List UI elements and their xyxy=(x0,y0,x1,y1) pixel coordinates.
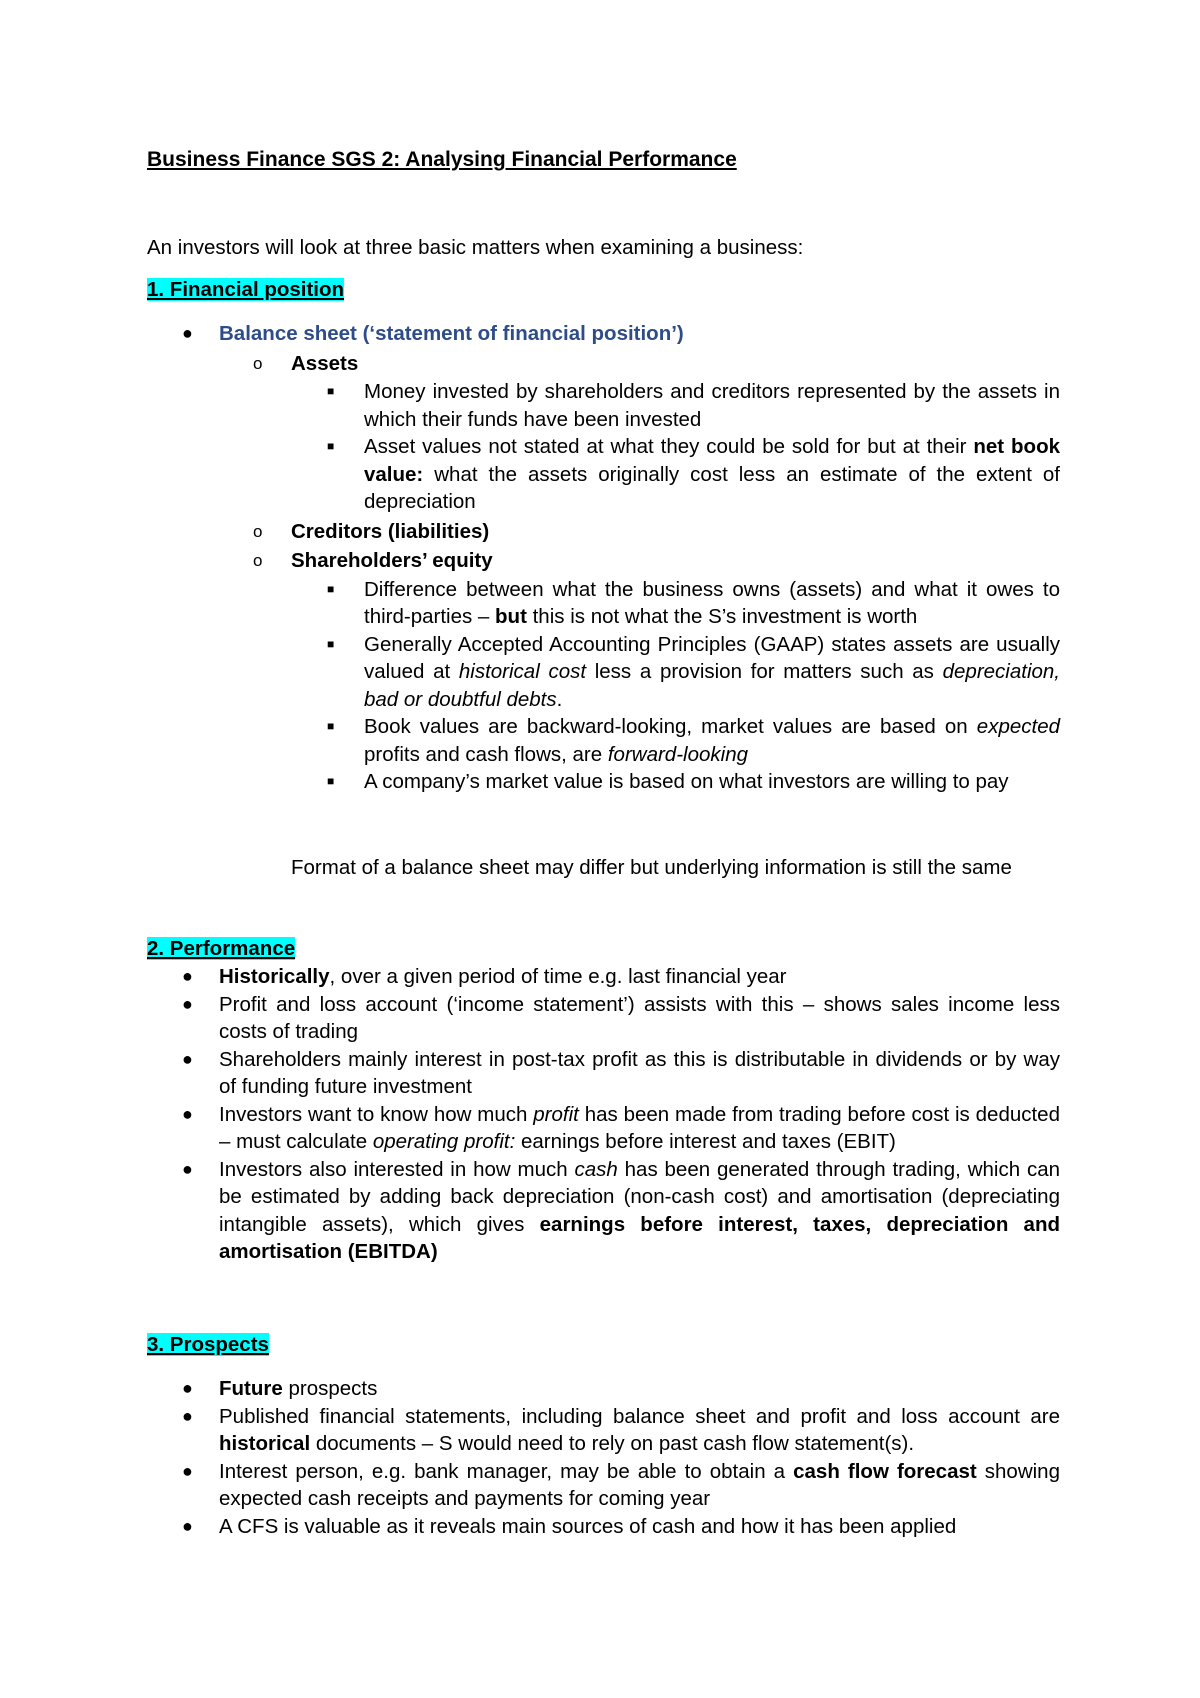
balance-sheet-note: Format of a balance sheet may differ but underlying information is still the same xyxy=(291,856,1012,879)
bullet-icon: ● xyxy=(182,1515,193,1536)
section3-list xyxy=(147,1375,1060,1540)
square-bullet-icon: ■ xyxy=(327,439,335,453)
section-heading-prospects: 3. Prospects xyxy=(147,1333,269,1356)
bullet-icon: ● xyxy=(182,1378,193,1398)
section-heading-financial-position: 1. Financial position xyxy=(147,278,345,301)
bullet-icon: ● xyxy=(182,993,193,1014)
bullet-icon: ● xyxy=(182,1103,193,1124)
bullet-icon: ● xyxy=(182,966,193,986)
list-item-equity-book-values: ■ Book values are backward-looking, market values are based on expected profits and cash flows, are forward-looking xyxy=(327,715,1060,766)
list-item-shareholders-equity: o Shareholders’ equity xyxy=(147,547,1060,575)
bullet-icon: ● xyxy=(182,1158,193,1179)
square-bullet-icon: ■ xyxy=(327,581,335,596)
section-heading-performance: 2. Performance xyxy=(147,937,296,960)
list-item-assets-money-invested: ■ Money invested by shareholders and creditors represented by the assets in which their funds have been invested xyxy=(327,380,1060,431)
intro-text: An investors will look at three basic matters when examining a business: xyxy=(147,236,804,259)
list-item-future: ● Future prospects xyxy=(147,1375,1060,1403)
list-item-cfs: ● A CFS is valuable as it reveals main sources of cash and how it has been applied xyxy=(147,1513,1060,1541)
list-item-assets-net-book-value: ■ Asset values not stated at what they could be sold for but at their net book value: what the assets originally cost less an estimate of the extent of depreciation xyxy=(327,435,1060,513)
list-item-historically: ● Historically, over a given period of time e.g. last financial year xyxy=(147,963,1060,991)
square-bullet-icon: ■ xyxy=(327,636,335,651)
bullet-icon: ● xyxy=(182,1048,193,1069)
list-item-published-statements: ● Published financial statements, including balance sheet and profit and loss account are historical documents – S would need to rely on past cash flow statement(s). xyxy=(182,1404,1060,1455)
list-item-creditors: o Creditors (liabilities) xyxy=(147,518,1060,546)
list-item-profit-loss: ● Profit and loss account (‘income statement’) assists with this – shows sales income less costs of trading xyxy=(182,992,1060,1043)
document-title: Business Finance SGS 2: Analysing Financial Performance xyxy=(147,148,737,171)
list-item-cash-flow-forecast: ● Interest person, e.g. bank manager, may be able to obtain a cash flow forecast showing expected cash receipts and payments for coming year xyxy=(182,1459,1060,1510)
list-item-balance-sheet: ● Balance sheet (‘statement of financial position’) xyxy=(147,320,1060,348)
list-item-assets: o Assets xyxy=(147,350,1060,378)
bullet-icon: ● xyxy=(182,1405,193,1426)
square-bullet-icon: ■ xyxy=(327,719,335,733)
section2-list xyxy=(147,963,1060,1266)
list-item-equity-market-value: ■ A company’s market value is based on what investors are willing to pay xyxy=(147,768,1060,796)
circle-bullet-icon: o xyxy=(253,521,263,541)
circle-bullet-icon: o xyxy=(253,353,263,373)
list-item-equity-difference: ■ Difference between what the business owns (assets) and what it owes to third-parties – but this is not what the S’s investment is worth xyxy=(327,577,1060,628)
square-bullet-icon: ■ xyxy=(327,384,335,398)
bullet-icon: ● xyxy=(182,323,193,343)
circle-bullet-icon: o xyxy=(253,551,263,570)
bullet-icon: ● xyxy=(182,1460,193,1481)
list-item-post-tax-profit: ● Shareholders mainly interest in post-tax profit as this is distributable in dividends or by way of funding future investment xyxy=(182,1047,1060,1098)
list-item-ebitda: ● Investors also interested in how much cash has been generated through trading, which can be estimated by adding back depreciation (non-cash cost) and amortisation (depreciating intangible assets), which gives earnings before interest, taxes, depreciation and amortisation (EBITDA) xyxy=(182,1157,1061,1263)
list-item-operating-profit: ● Investors want to know how much profit has been made from trading before cost is deducted – must calculate operating profit: earnings before interest and taxes (EBIT) xyxy=(182,1102,1060,1153)
section1-list xyxy=(147,320,1060,796)
square-bullet-icon: ■ xyxy=(327,774,335,788)
list-item-equity-gaap: ■ Generally Accepted Accounting Principles (GAAP) states assets are usually valued at historical cost less a provision for matters such as depreciation, bad or doubtful debts. xyxy=(327,632,1060,711)
